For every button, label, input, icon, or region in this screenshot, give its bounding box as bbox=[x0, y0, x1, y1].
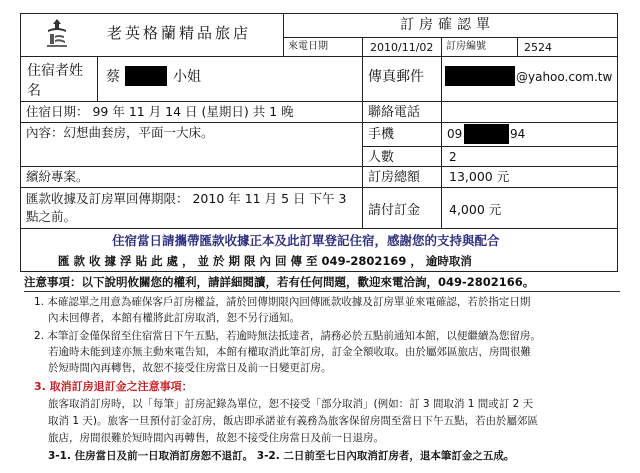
note2-line1: 2. 本筆訂金僅保留至住宿當日下午五點，若逾時無法抵達者，請務必於五點前通知本館，以便繼續為您留房。 bbox=[34, 330, 541, 342]
note3-sub: 3-1. 住房當日及前一日取消訂房恕不退訂。 3-2. 二日前至七日內取消訂房者，退本筆訂金之五成。 bbox=[48, 450, 515, 462]
guest-name-label: 住宿者姓 bbox=[27, 63, 83, 79]
redacted-email bbox=[445, 66, 515, 86]
booking-no-value: 2524 bbox=[524, 41, 552, 54]
form-title: 訂房確認單 bbox=[400, 17, 495, 33]
mobile-label: 手機 bbox=[368, 127, 395, 142]
people-label: 人數 bbox=[368, 150, 395, 165]
note3-line2: 取消 1 天)。旅客一旦預付訂金訂房，飯店即承諾並有義務為旅客保留房間至當日下午五點，若由於屬郊區 bbox=[48, 415, 538, 427]
guest-name-label-2: 名 bbox=[27, 83, 41, 99]
phone-label: 聯絡電話 bbox=[368, 105, 421, 120]
deadline-line1: 匯款收據及訂房單回傳期限： 2010 年 11 月 5 日 下午 3 bbox=[26, 191, 347, 206]
note1-line1: 1. 本確認單之用意為確保客戶訂房權益，請於回傳期限內回傳匯款收據及訂房單並來電確認，若於指定日期 bbox=[34, 296, 531, 308]
notes-heading-underline bbox=[24, 291, 620, 292]
deposit-label: 請付訂金 bbox=[368, 203, 421, 218]
note1-line2: 內未回傳者，本館有權將此訂房取消，恕不另行通知。 bbox=[48, 312, 300, 324]
note3-line1: 旅客取消訂房時，以「每筆」訂房記錄為單位，恕不接受「部分取消」(例如：訂 3 間取消 1 間或訂 2 天 bbox=[48, 398, 534, 410]
total-label: 訂房總額 bbox=[368, 170, 421, 185]
note3-line3: 旅店，房間很難於短時間內再轉售，故恕不接受住房當日及前一日退房。 bbox=[48, 432, 384, 444]
note2-line2: 若逾時未能到達亦無主動來電告知，本館有權取消此筆訂房，訂金全額收取。由於屬郊區旅店，房間很難 bbox=[48, 346, 531, 358]
addon-project: 繽紛專案。 bbox=[26, 169, 89, 184]
note2-line3: 於短時間內再轉售，故恕不接受住房當日及前一日變更訂房。 bbox=[48, 362, 332, 374]
hotel-name: 老英格蘭精品旅店 bbox=[107, 24, 252, 42]
email-label: 傳真郵件 bbox=[368, 69, 424, 85]
redacted-mobile bbox=[464, 124, 509, 144]
checkin-banner: 住宿當日請攜帶匯款收據正本及此訂單登記住宿，感謝您的支持與配合 bbox=[112, 233, 500, 248]
guest-surname: 蔡 bbox=[106, 69, 120, 85]
deadline-line2: 點之前。 bbox=[26, 209, 77, 224]
mobile-prefix: 09 bbox=[447, 127, 463, 141]
deposit-value: 4,000 元 bbox=[449, 202, 502, 217]
fax-date-label: 來電日期 bbox=[288, 41, 328, 52]
total-value: 13,000 元 bbox=[449, 169, 510, 184]
room-content: 內容：幻想曲套房，平面一大床。 bbox=[26, 125, 214, 140]
note3-heading: 3. 取消訂房退訂金之注意事項： bbox=[34, 380, 193, 393]
booking-no-label: 訂房編號 bbox=[446, 41, 486, 52]
stay-dates: 住宿日期： 99 年 11 月 14 日 (星期日) 共 1 晚 bbox=[26, 104, 294, 119]
guest-title: 小姐 bbox=[173, 69, 201, 85]
hotel-logo-icon bbox=[44, 18, 70, 48]
redacted-name bbox=[125, 66, 167, 86]
fax-date-value: 2010/11/02 bbox=[370, 41, 434, 54]
remittance-banner: 匯 款 收 據 浮 貼 此 處 ， 並 於 期 限 內 回 傳 至 049-2802169 ， 逾時取消 bbox=[58, 254, 472, 268]
people-value: 2 bbox=[449, 150, 457, 164]
mobile-suffix: 94 bbox=[510, 127, 526, 141]
notes-heading: 注意事項：以下說明攸關您的權利，請詳細閱讀，若有任何問題，歡迎來電洽詢，049-2802166。 bbox=[24, 275, 535, 289]
email-suffix: @yahoo.com.tw bbox=[516, 70, 613, 84]
